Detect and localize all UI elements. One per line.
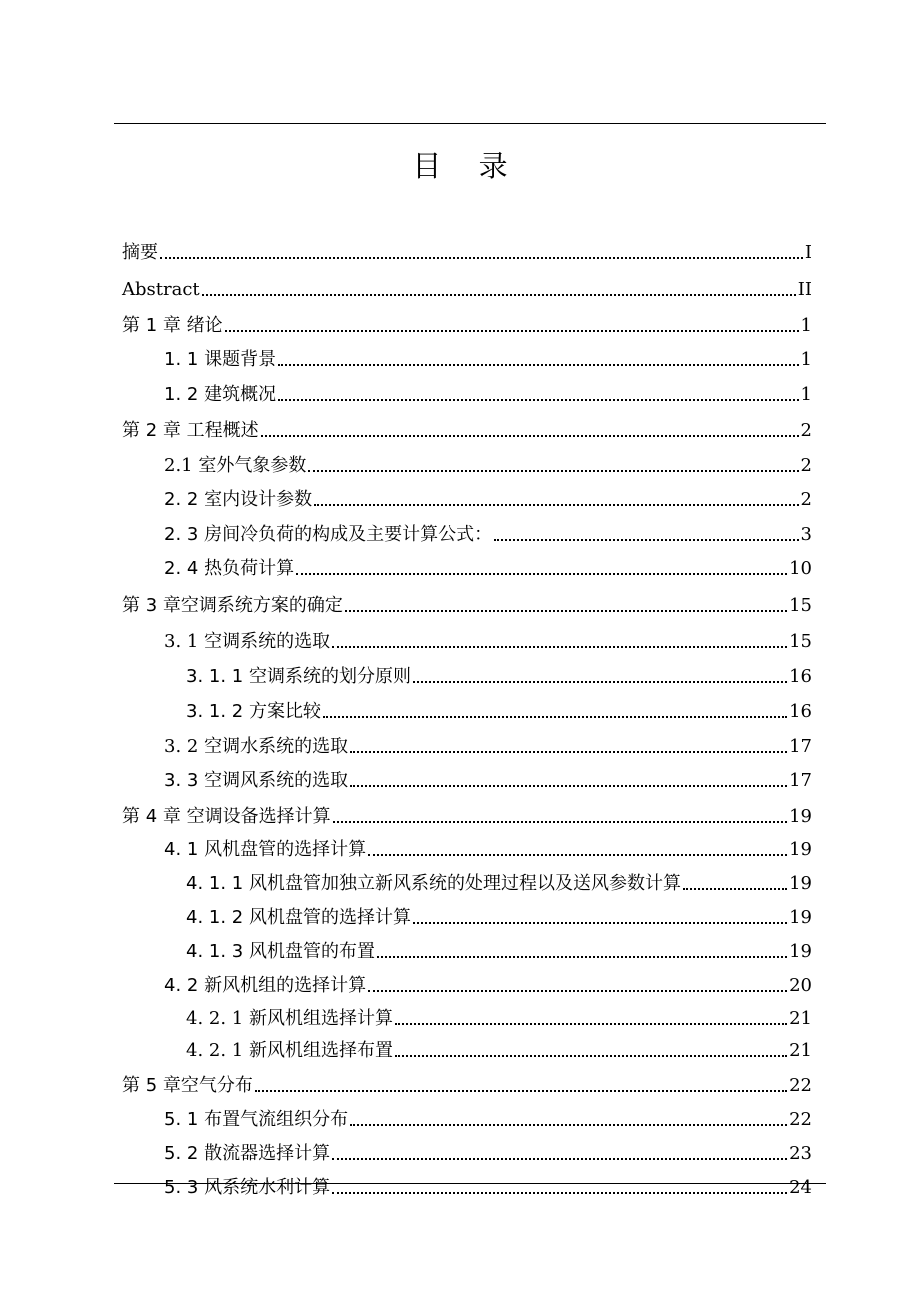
toc-entry-title: 1. 1 课题背景 <box>164 349 277 370</box>
toc-entry-title: 4. 2 新风机组的选择计算 <box>164 975 367 996</box>
toc-entry-title: 第 2 章 工程概述 <box>122 420 259 441</box>
toc-entry-title: 第 5 章空气分布 <box>122 1075 253 1096</box>
toc-dot-leader <box>255 1090 787 1092</box>
toc-entry-page-number: 1 <box>800 315 812 336</box>
toc-entry-page-number: 19 <box>789 839 812 860</box>
toc-entry-title: 3. 2 空调水系统的选取 <box>164 736 349 757</box>
footer-rule <box>114 1183 826 1184</box>
toc-dot-leader <box>278 399 798 401</box>
toc-dot-leader <box>395 1023 787 1025</box>
toc-entry-title: 2. 2 室内设计参数 <box>164 489 313 510</box>
toc-entry-title: 2. 4 热负荷计算 <box>164 558 295 579</box>
toc-entry[interactable] <box>122 1063 812 1097</box>
toc-entry-title: 摘要 <box>122 242 158 263</box>
page-title: 目 录 <box>412 149 522 183</box>
toc-entry[interactable] <box>164 477 812 511</box>
toc-dot-leader <box>350 785 787 787</box>
toc-entry[interactable] <box>122 267 812 301</box>
toc-dot-leader <box>494 539 798 541</box>
toc-entry-page-number: 1 <box>800 349 812 370</box>
toc-entry-title: 5. 2 散流器选择计算 <box>164 1143 331 1164</box>
toc-entry-page-number: I <box>804 242 812 263</box>
toc-entry-page-number: 2 <box>800 489 812 510</box>
toc-entry-page-number: 2 <box>800 455 812 476</box>
toc-entry[interactable] <box>186 1028 812 1062</box>
toc-dot-leader <box>332 1192 787 1194</box>
toc-entry[interactable] <box>164 758 812 792</box>
toc-entry[interactable] <box>164 827 812 861</box>
toc-entry[interactable] <box>164 1097 812 1131</box>
toc-dot-leader <box>202 294 796 296</box>
toc-entry[interactable] <box>164 724 812 758</box>
toc-entry-title: 5. 3 风系统水利计算 <box>164 1177 331 1198</box>
toc-dot-leader <box>225 330 799 332</box>
toc-dot-leader <box>314 504 798 506</box>
toc-dot-leader <box>278 364 798 366</box>
toc-entry[interactable] <box>186 654 812 688</box>
toc-entry-page-number: 10 <box>789 558 812 579</box>
toc-entry[interactable] <box>164 443 812 477</box>
toc-entry-page-number: 21 <box>789 1040 812 1061</box>
toc-dot-leader <box>261 435 799 437</box>
toc-dot-leader <box>368 854 787 856</box>
toc-entry-title: 3. 3 空调风系统的选取 <box>164 770 349 791</box>
toc-dot-leader <box>350 1124 787 1126</box>
toc-entry-page-number: 19 <box>789 873 812 894</box>
toc-dot-leader <box>377 956 787 958</box>
toc-dot-leader <box>323 716 787 718</box>
toc-entry-title: 5. 1 布置气流组织分布 <box>164 1109 349 1130</box>
toc-entry-page-number: 24 <box>789 1177 812 1198</box>
toc-entry-page-number: 20 <box>789 975 812 996</box>
toc-entry-title: 3. 1. 2 方案比较 <box>186 701 321 722</box>
toc-entry-page-number: 15 <box>789 595 812 616</box>
toc-entry-page-number: 1 <box>800 384 812 405</box>
toc-entry-page-number: 2 <box>800 420 812 441</box>
toc-entry[interactable] <box>164 963 812 997</box>
toc-entry-title: 3. 1 空调系统的选取 <box>164 631 331 652</box>
toc-dot-leader <box>296 573 787 575</box>
toc-entry-title: 第 1 章 绪论 <box>122 315 223 336</box>
toc-entry[interactable] <box>122 230 812 264</box>
toc-entry-page-number: 3 <box>800 524 812 545</box>
toc-entry-title: 4. 1. 1 风机盘管加独立新风系统的处理过程以及送风参数计算 <box>186 873 681 894</box>
toc-entry[interactable] <box>122 303 812 337</box>
toc-entry-page-number: 23 <box>789 1143 812 1164</box>
toc-entry[interactable] <box>186 996 812 1030</box>
toc-dot-leader <box>345 610 787 612</box>
toc-dot-leader <box>368 990 787 992</box>
toc-dot-leader <box>413 922 787 924</box>
toc-entry-title: Abstract <box>122 279 200 300</box>
toc-entry-title: 3. 1. 1 空调系统的划分原则 <box>186 666 411 687</box>
toc-entry[interactable] <box>186 689 812 723</box>
toc-entry-page-number: 22 <box>789 1109 812 1130</box>
toc-entry[interactable] <box>164 372 812 406</box>
toc-entry-title: 4. 2. 1 新风机组选择布置 <box>186 1040 393 1061</box>
toc-entry-title: 2.1 室外气象参数 <box>164 455 307 476</box>
toc-dot-leader <box>333 821 787 823</box>
toc-entry-page-number: 17 <box>789 770 812 791</box>
toc-entry-page-number: 15 <box>789 631 812 652</box>
toc-entry[interactable] <box>186 929 812 963</box>
toc-dot-leader <box>683 888 787 890</box>
toc-entry-title: 4. 2. 1 新风机组选择计算 <box>186 1008 393 1029</box>
toc-entry[interactable] <box>164 337 812 371</box>
toc-entry[interactable] <box>186 861 812 895</box>
toc-entry-title: 4. 1. 2 风机盘管的选择计算 <box>186 907 411 928</box>
toc-entry-page-number: II <box>797 279 812 300</box>
toc-dot-leader <box>413 681 787 683</box>
toc-entry-title: 4. 1 风机盘管的选择计算 <box>164 839 367 860</box>
toc-entry[interactable] <box>164 1131 812 1165</box>
toc-entry[interactable] <box>164 1165 812 1199</box>
toc-entry-title: 4. 1. 3 风机盘管的布置 <box>186 941 375 962</box>
toc-entry[interactable] <box>164 512 812 546</box>
toc-entry[interactable] <box>122 583 812 617</box>
toc-dot-leader <box>160 257 803 259</box>
toc-dot-leader <box>332 1158 787 1160</box>
toc-entry[interactable] <box>186 895 812 929</box>
toc-dot-leader <box>332 646 787 648</box>
toc-entry-page-number: 19 <box>789 941 812 962</box>
header-rule <box>114 123 826 124</box>
toc-entry-page-number: 21 <box>789 1008 812 1029</box>
toc-entry-title: 1. 2 建筑概况 <box>164 384 277 405</box>
toc-entry-title: 第 3 章空调系统方案的确定 <box>122 595 343 616</box>
toc-entry-page-number: 19 <box>789 806 812 827</box>
toc-entry-page-number: 16 <box>789 701 812 722</box>
toc-dot-leader <box>395 1055 787 1057</box>
toc-entry[interactable] <box>122 794 812 828</box>
toc-entry-title: 2. 3 房间冷负荷的构成及主要计算公式： <box>164 524 493 545</box>
toc-entry-page-number: 22 <box>789 1075 812 1096</box>
toc-entry[interactable] <box>164 546 812 580</box>
toc-dot-leader <box>350 751 787 753</box>
toc-entry[interactable] <box>122 408 812 442</box>
toc-entry-page-number: 17 <box>789 736 812 757</box>
toc-dot-leader <box>308 470 798 472</box>
toc-entry-page-number: 16 <box>789 666 812 687</box>
toc-entry-page-number: 19 <box>789 907 812 928</box>
toc-entry[interactable] <box>164 619 812 653</box>
toc-entry-title: 第 4 章 空调设备选择计算 <box>122 806 331 827</box>
